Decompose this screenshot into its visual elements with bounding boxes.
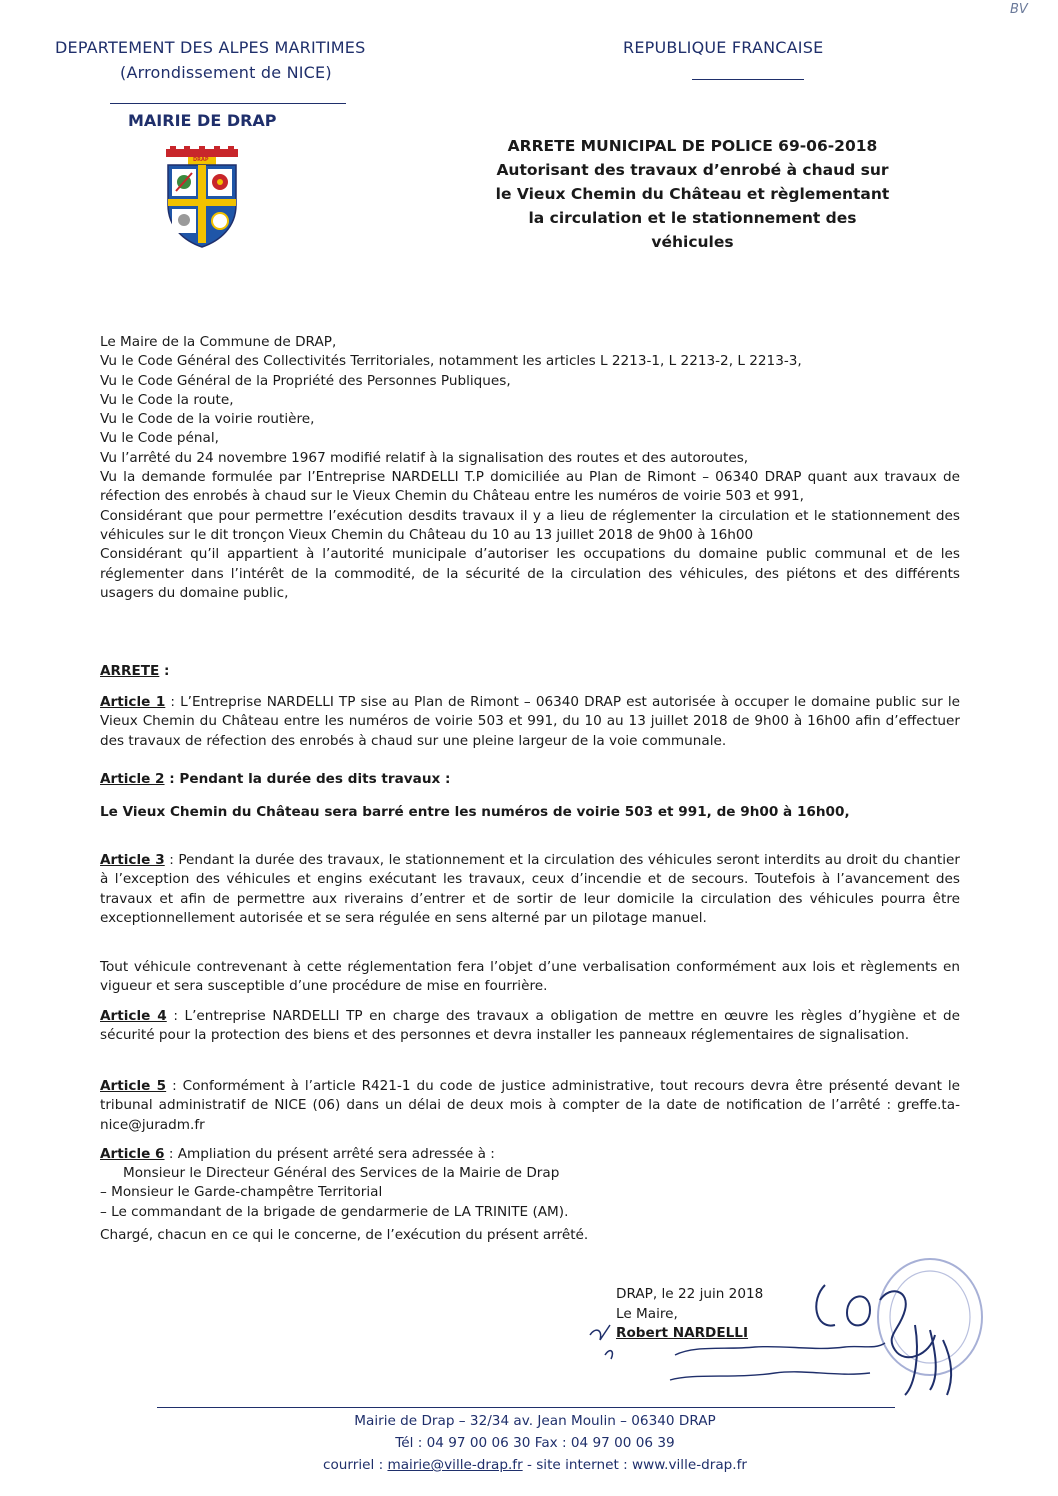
header-rule-left: [110, 103, 346, 104]
arrete-colon: :: [159, 663, 170, 679]
footer-phone-fax: Tél : 04 97 00 06 30 Fax : 04 97 00 06 39: [395, 1435, 675, 1451]
signature-name: Robert NARDELLI: [616, 1325, 749, 1341]
footer-address: Mairie de Drap – 32/34 av. Jean Moulin – 06340 DRAP: [354, 1413, 716, 1429]
article-3-penalty: Tout véhicule contrevenant à cette réglementation fera l’objet d’une verbalisation conformément aux lois et règlements en vigueur et sera susceptible d’une procédure de mise en fourrière.: [100, 959, 960, 995]
decree-title: [440, 134, 945, 254]
handwritten-signature-and-stamp: [585, 1255, 1005, 1405]
preamble-cg3p: Vu le Code Général de la Propriété des Personnes Publiques,: [100, 372, 511, 389]
footer-email-link[interactable]: mairie@ville-drap.fr: [387, 1457, 523, 1473]
article-2-label: Article 2: [100, 771, 165, 787]
article-5-text: : Conformément à l’article R421-1 du code de justice administrative, tout recours devra être présenté devant le tribunal administratif de NICE (06) dans un délai de deux mois à compter de la date de notification de l’arrêté : greffe.ta-nice@juradm.fr: [100, 1078, 960, 1133]
footer-contact: [150, 1454, 920, 1476]
signature-role: Le Maire,: [616, 1305, 678, 1322]
recipient-garde-champetre: – Monsieur le Garde-champêtre Territorial: [100, 1184, 383, 1201]
header-rule-right: [692, 79, 804, 80]
article-3-text: : Pendant la durée des travaux, le stationnement et la circulation des véhicules seront interdits au droit du chantier à l’exception des véhicules et engins exécutant les travaux, ceux d’incendie et de secours. Toutefois à l’avancement des travaux et afin de permettre aux riverains d’entrer et de sortir de leur domicile la circulation des véhicules pourra être exceptionnellement autorisée et se sera régulée en sens alterné par un pilotage manuel.: [100, 852, 960, 926]
footer: [150, 1410, 920, 1476]
preamble-arrete-1967: Vu l’arrêté du 24 novembre 1967 modifié relatif à la signalisation des routes et des autoroutes,: [100, 449, 749, 466]
crest-banner-text: DRAP: [193, 157, 209, 163]
decree-subtitle-line1: Autorisant des travaux d’enrobé à chaud sur: [496, 161, 889, 179]
article-4-label: Article 4: [100, 1008, 167, 1024]
article-4: [100, 1007, 960, 1046]
article-6-recipients: [100, 1164, 568, 1222]
article-1-text: : L’Entreprise NARDELLI TP sise au Plan de Rimont – 06340 DRAP est autorisée à occuper le domaine public sur le Vieux Chemin du Château entre les numéros de voirie 503 et 991, du 10 au 13 juillet 2018 de 9h00 à 16h00 afin d’effectuer des travaux de réfection des enrobés à chaud sur une pleine largeur de la voie communale.: [100, 694, 960, 749]
decree-subtitle-line2: le Vieux Chemin du Château et règlementant: [495, 185, 890, 203]
article-6: [100, 1145, 960, 1164]
decree-number: ARRETE MUNICIPAL DE POLICE 69-06-2018: [507, 137, 878, 155]
article-5-label: Article 5: [100, 1078, 167, 1094]
corner-handwritten-mark: BV: [1010, 2, 1028, 17]
arrondissement-heading: (Arrondissement de NICE): [120, 63, 332, 82]
article-6-text: : Ampliation du présent arrêté sera adressée à :: [164, 1146, 495, 1162]
preamble-code-voirie: Vu le Code de la voirie routière,: [100, 411, 315, 428]
recipient-gendarmerie: – Le commandant de la brigade de gendarmerie de LA TRINITE (AM).: [100, 1203, 569, 1220]
arrete-label: ARRETE: [100, 663, 160, 679]
footer-site-link[interactable]: www.ville-drap.fr: [632, 1457, 747, 1473]
preamble-mayor: Le Maire de la Commune de DRAP,: [100, 334, 337, 350]
decree-subtitle-line4: véhicules: [651, 233, 734, 251]
republic-heading: REPUBLIQUE FRANCAISE: [623, 38, 824, 57]
arrete-heading: [100, 662, 960, 681]
preamble: [100, 333, 960, 603]
footer-site-label: - site internet :: [522, 1457, 633, 1473]
article-2-closure: Le Vieux Chemin du Château sera barré entre les numéros de voirie 503 et 991, de 9h00 à 16h00,: [100, 804, 850, 820]
preamble-request: Vu la demande formulée par l’Entreprise NARDELLI T.P domiciliée au Plan de Rimont – 06340 DRAP quant aux travaux de réfection des enrobés à chaud sur le Vieux Chemin du Château entre les numéros de voirie 503 et 991,: [100, 469, 960, 505]
town-crest: [162, 145, 242, 250]
mairie-heading: MAIRIE DE DRAP: [128, 111, 277, 130]
article-1-label: Article 1: [100, 694, 166, 710]
closing-statement: Chargé, chacun en ce qui le concerne, de l’exécution du présent arrêté.: [100, 1227, 589, 1243]
footer-email-label: courriel :: [322, 1457, 388, 1473]
decree-subtitle-line3: la circulation et le stationnement des: [528, 209, 857, 227]
article-1: [100, 693, 960, 751]
preamble-considering-2: Considérant qu’il appartient à l’autorité municipale d’autoriser les occupations du domaine public communal et de les réglementer dans l’intérêt de la commodité, de la sécurité de la circulation des véhicules, des piétons et des différents usagers du domaine public,: [100, 546, 960, 601]
article-3: [100, 851, 960, 928]
recipient-dgs: Monsieur le Directeur Général des Services de la Mairie de Drap: [123, 1165, 560, 1181]
article-6-label: Article 6: [100, 1146, 165, 1162]
preamble-code-penal: Vu le Code pénal,: [100, 430, 219, 447]
article-4-text: : L’entreprise NARDELLI TP en charge des travaux a obligation de mettre en œuvre les règles d’hygiène et de sécurité pour la protection des biens et des personnes et devra installer les panneaux réglementaires de signalisation.: [100, 1008, 960, 1044]
article-3-label: Article 3: [100, 852, 165, 868]
preamble-considering-1: Considérant que pour permettre l’exécution desdits travaux il y a lieu de réglementer la circulation et le stationnement des véhicules sur le dit tronçon Vieux Chemin du Château du 10 au 13 juillet 2018 de 9h00 à 16h00: [100, 507, 960, 543]
preamble-code-route: Vu le Code la route,: [100, 391, 234, 408]
article-5: [100, 1077, 960, 1135]
article-2: [100, 770, 960, 789]
article-2-text: : Pendant la durée des dits travaux :: [164, 771, 451, 787]
signature-place-date: DRAP, le 22 juin 2018: [616, 1286, 764, 1302]
preamble-cgct: Vu le Code Général des Collectivités Territoriales, notamment les articles L 2213-1, L 2213-2, L 2213-3,: [100, 353, 802, 370]
department-heading: DEPARTEMENT DES ALPES MARITIMES: [55, 38, 366, 57]
footer-rule: [157, 1407, 895, 1408]
